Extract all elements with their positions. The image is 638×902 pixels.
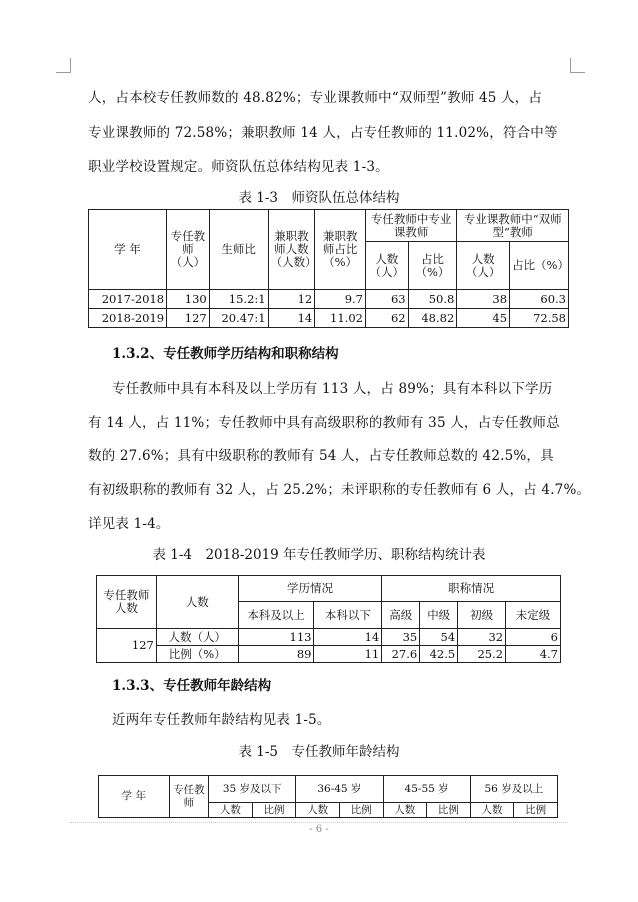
header-percent: 占比（%） [408,242,457,290]
header-teachers: 专任教师（人） [167,210,210,290]
footer-divider [70,822,568,823]
cell: 6 [506,629,561,646]
paragraph-line: 职业学校设置规定。师资队伍总体结构见表 1-3。 [88,159,389,175]
header-senior: 高级 [382,602,420,629]
cell: 35 [382,629,420,646]
header-professional: 专任教师中专业课教师 [365,210,456,242]
header-count: 人数 [296,803,340,818]
cell: 45 [457,309,510,328]
cell: 4.7 [506,646,561,663]
cell-total: 127 [97,629,157,663]
cell: 54 [420,629,458,646]
header-teacher-count: 专任教师人数 [97,576,157,629]
header-percent: 比例 [339,803,383,818]
cell: 11.02 [315,309,366,328]
paragraph-line: 详见表 1-4。 [88,516,170,532]
header-unrated: 未定级 [506,602,561,629]
crop-mark-top-right [570,58,585,73]
cell: 48.82 [408,309,457,328]
cell: 12 [268,290,315,309]
row-label: 比例（%） [156,646,238,663]
header-count: 人数 [156,576,238,629]
header-percent: 比例 [427,803,471,818]
header-count: 人数（人） [457,242,510,290]
cell: 127 [167,309,210,328]
header-count: 人数 [209,803,253,818]
header-count: 人数 [383,803,427,818]
cell: 113 [238,629,314,646]
cell: 14 [268,309,315,328]
faculty-structure-table [88,209,569,328]
section-heading: 1.3.3、专任教师年龄结构 [112,678,272,694]
table-caption: 表 1-3 师资队伍总体结构 [238,190,400,206]
cell: 38 [457,290,510,309]
cell: 2018-2019 [89,309,167,328]
header-below-bachelor: 本科以下 [314,602,382,629]
table-row [89,290,569,309]
paragraph-line: 有 14 人，占 11%；专任教师中具有高级职称的教师有 35 人，占专任教师总 [88,415,560,431]
header-count: 人数 [470,803,514,818]
header-age-group: 45-55 岁 [383,776,470,803]
row-label: 人数（人） [156,629,238,646]
cell: 130 [167,290,210,309]
cell: 14 [314,629,382,646]
paragraph-line: 有初级职称的教师有 32 人，占 25.2%；未评职称的专任教师有 6 人，占 4.7%。 [88,482,591,498]
cell: 62 [365,309,408,328]
header-count: 人数（人） [365,242,408,290]
header-percent: 比例 [514,803,558,818]
header-year: 学 年 [89,210,167,290]
cell: 15.2:1 [209,290,268,309]
table-row [89,309,569,328]
header-junior: 初级 [458,602,506,629]
cell: 63 [365,290,408,309]
header-year: 学 年 [99,776,170,818]
crop-mark-top-left [56,58,71,73]
table-row [97,646,561,663]
cell: 50.8 [408,290,457,309]
cell: 25.2 [458,646,506,663]
paragraph-line: 专任教师中具有本科及以上学历有 113 人，占 89%；具有本科以下学历 [112,381,553,397]
paragraph-line: 数的 27.6%；具有中级职称的教师有 54 人，占专任教师总数的 42.5%，具 [88,448,554,464]
paragraph-line: 专业课教师的 72.58%；兼职教师 14 人，占专任教师的 11.02%，符合中等 [88,125,558,141]
header-education: 学历情况 [238,576,382,602]
header-title: 职称情况 [382,576,561,602]
cell: 27.6 [382,646,420,663]
header-bachelor-up: 本科及以上 [238,602,314,629]
cell: 42.5 [420,646,458,663]
header-age-group: 36-45 岁 [296,776,383,803]
age-structure-table [98,775,558,818]
paragraph-line: 人，占本校专任教师数的 48.82%；专业课教师中“双师型”教师 45 人，占 [88,90,543,106]
cell: 32 [458,629,506,646]
paragraph-line: 近两年专任教师年龄结构见表 1-5。 [112,712,331,728]
header-age-group: 35 岁及以下 [209,776,296,803]
header-ratio: 生师比 [209,210,268,290]
header-teachers: 专任教师 [169,776,208,818]
header-percent: 占比（%） [510,242,569,290]
cell: 72.58 [510,309,569,328]
cell: 9.7 [315,290,366,309]
header-percent: 比例 [252,803,296,818]
page-number: - 6 - [309,824,329,835]
cell: 60.3 [510,290,569,309]
header-parttime: 兼职教师人数（人数） [268,210,315,290]
header-parttime-pct: 兼职教师占比（%） [315,210,366,290]
education-title-table [96,575,561,663]
table-caption: 表 1-5 专任教师年龄结构 [238,744,400,760]
cell: 20.47:1 [209,309,268,328]
cell: 2017-2018 [89,290,167,309]
header-middle: 中级 [420,602,458,629]
header-age-group: 56 岁及以上 [470,776,557,803]
cell: 11 [314,646,382,663]
header-dual-qualified: 专业课教师中“双师型”教师 [457,210,569,242]
cell: 89 [238,646,314,663]
table-caption: 表 1-4 2018-2019 年专任教师学历、职称结构统计表 [152,547,486,563]
table-row [97,629,561,646]
section-heading: 1.3.2、专任教师学历结构和职称结构 [112,346,339,362]
